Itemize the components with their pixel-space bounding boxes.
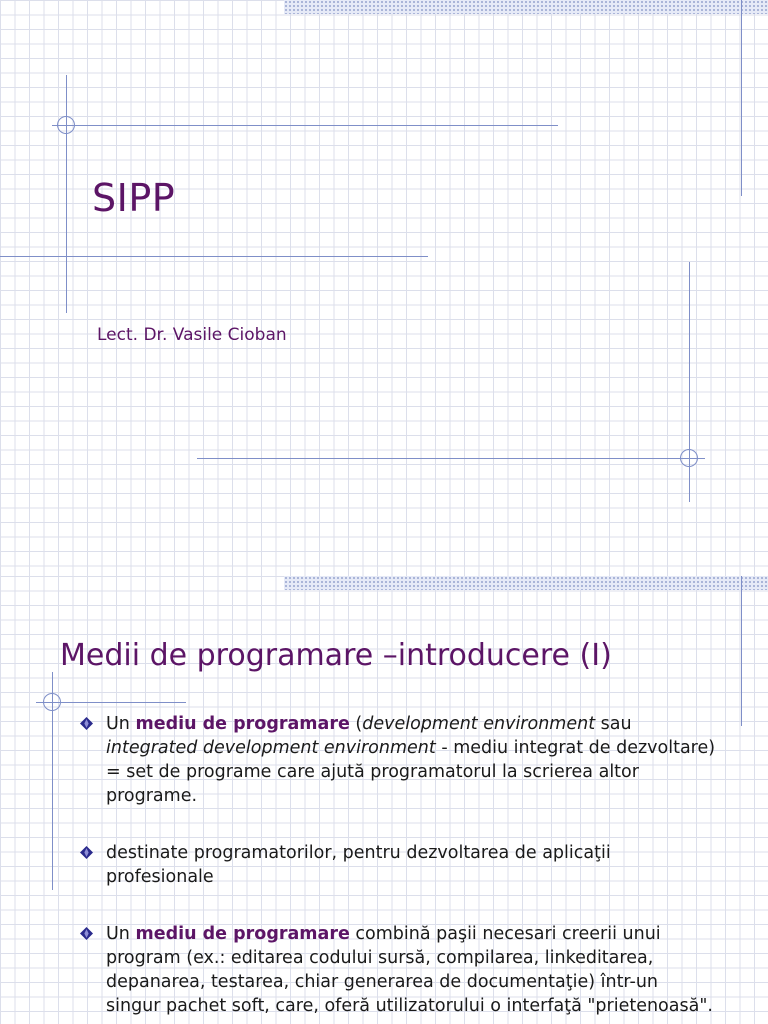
diamond-bullet-icon (80, 927, 93, 940)
bullet-text: destinate programatorilor, pentru dezvoltarea de aplicaţii profesionale (106, 843, 611, 887)
bullet-list (78, 712, 718, 1024)
bullet-item (78, 922, 718, 1018)
bullet-text: Un (106, 714, 136, 734)
decor-line (197, 458, 705, 459)
decor-line (52, 125, 558, 126)
dotted-band (284, 576, 768, 590)
slide-title: Medii de programare –introducere (I) (60, 638, 612, 673)
bullet-text: Un (106, 924, 136, 944)
decor-circle (680, 449, 698, 467)
diamond-bullet-icon (80, 846, 93, 859)
bullet-text: combină paşii necesari creerii unui program (ex.: editarea codului sursă, compilarea, linkeditarea, depanarea, testarea, chiar generarea de documentaţie) într-un singur pachet soft, care, oferă utilizatorului o interfaţă "prietenoasă". (106, 924, 713, 1016)
dotted-band (284, 0, 768, 14)
diamond-bullet-icon (80, 717, 93, 730)
bullet-text: sau (595, 714, 632, 734)
slide-title: SIPP (92, 176, 176, 220)
decor-line (741, 576, 742, 726)
decor-circle (43, 693, 61, 711)
decor-line (66, 75, 67, 313)
content-slide (0, 576, 768, 1024)
bullet-item (78, 841, 718, 889)
bullet-term-en: development environment (362, 714, 596, 734)
bullet-term: mediu de programare (135, 714, 350, 734)
decor-line (0, 256, 428, 257)
author-name: Lect. Dr. Vasile Cioban (97, 325, 287, 345)
bullet-term: mediu de programare (135, 924, 350, 944)
bullet-term-en: integrated development environment (106, 738, 436, 758)
bullet-text: - mediu integrat de dezvoltare) = set de programe care ajută programatorul la scrierea altor programe. (106, 738, 716, 806)
decor-line (741, 0, 742, 196)
bullet-text: ( (349, 714, 363, 734)
decor-circle (57, 116, 75, 134)
bullet-item (78, 712, 718, 808)
